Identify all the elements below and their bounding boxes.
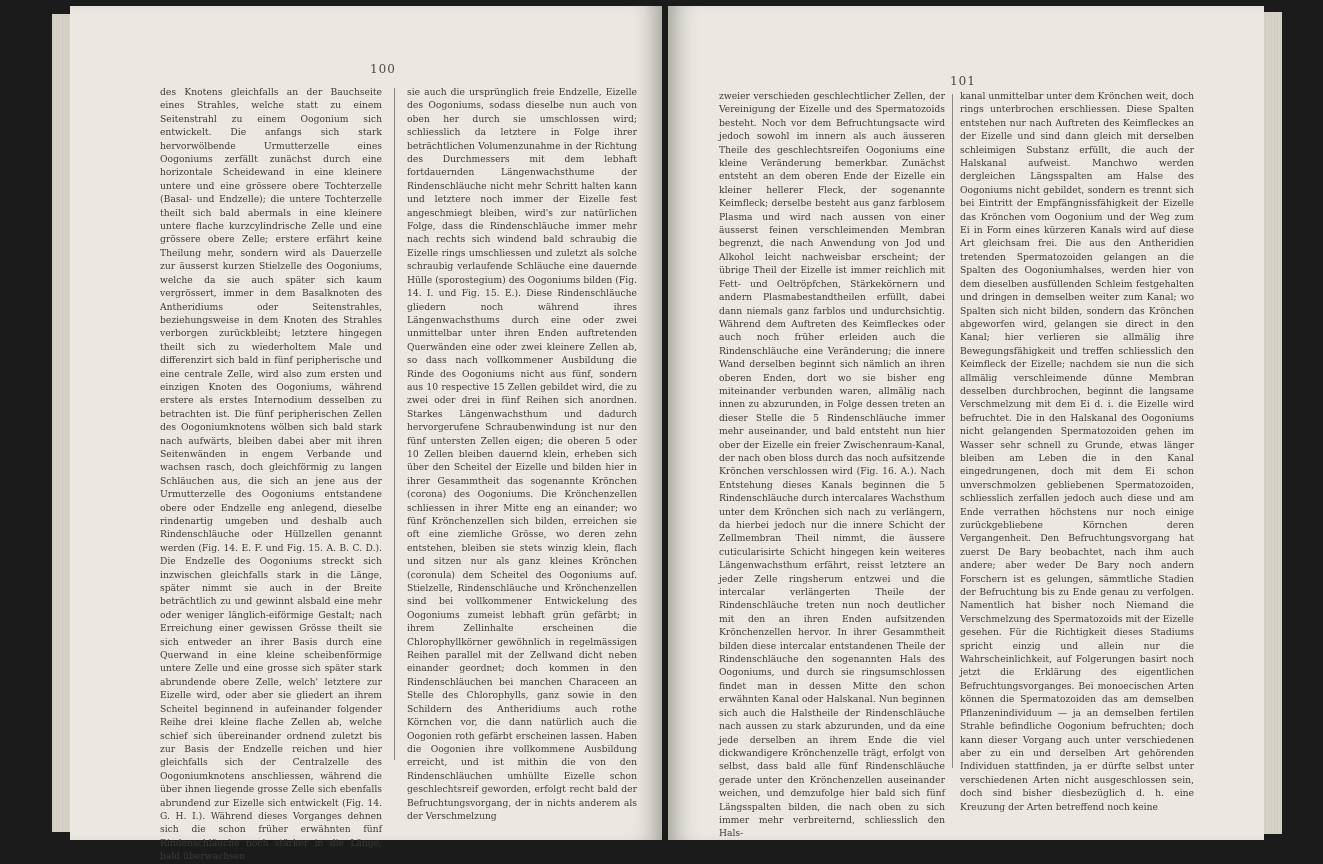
right-page-column-1: zweier verschieden geschlechtlicher Zellen, der Vereinigung der Eizelle und des Spermatozoids besteht. Noch vor dem Befruchtungsacte wird jedoch sowohl im innern als auch äusseren Theile des geschlechtsreifen Oogoniums eine kleine Veränderung bemerkbar. Zunächst entsteht an dem oberen Ende der Eizelle ein kleiner hellerer Fleck, der sogenannte Keimfleck; derselbe besteht aus ganz farblosem Plasma und wird nach aussen von einer äusserst feinen verschleimenden Membran begrenzt, die nach Anwendung von Jod und Alkohol leicht nachweisbar erscheint; der übrige Theil der Eizelle ist immer reichlich mit Fett- und Oeltröpfchen, Stärkekörnern und andern Plasmabestandtheilen erfüllt, dabei dann niemals ganz farblos und undurchsichtig. Während dem Auftreten des Keimfleckes oder auch noch früher erleiden auch die Rindenschläuche eine Veränderung; die innere Wand derselben beginnt sich nämlich an ihren oberen Enden, dort wo sie bisher eng miteinander verbunden waren, allmälig nach innen zu abzurunden, in Folge dessen treten an dieser Stelle die 5 Rindenschläuche immer mehr auseinander, und bald entsteht nun hier ober der Eizelle ein freier Zwischenraum-Kanal, der nach oben bloss durch das noch aufsitzende Krönchen verschlossen wird (Fig. 16. A.). Nach Entstehung dieses Kanals beginnen die 5 Rindenschläuche durch intercalares Wachsthum unter dem Krönchen sich nach zu verlängern, da hierbei jedoch nur die innere Schicht der Zellmembran Theil nimmt, die äussere cuticularisirte Schicht hingegen kein weiteres Längenwachsthum erfährt, reisst letztere an jeder Zelle ringsherum entzwei und die intercalar verlängerten Theile der Rindenschläuche treten nun noch deutlicher mit den an ihren Enden aufsitzenden Krönchenzellen hervor. In ihrer Gesammtheit bilden diese intercalar entstandenen Theile der Rindenschläuche den sogenannten Hals des Oogoniums, und durch sie ringsumschlossen findet man in dessen Mitte den schon erwähnten Kanal oder Halskanal. Nun beginnen sich auch die Halstheile der Rindenschläuche nach aussen zu stark abzurunden, und da eine jede derselben an ihrem Ende die viel dickwandigere Krönchenzelle trägt, erfolgt von selbst, dass bald alle fünf Rindenschläuche gerade unter den Krönchenzellen auseinander weichen, und demzufolge hier bald sich fünf Längsspalten bilden, die nach oben zu sich immer mehr verbreiternd, schliesslich den Hals-	[719, 91, 945, 840]
column-divider	[394, 88, 395, 760]
page-number-left: 100	[370, 62, 396, 76]
right-page-column-2: kanal unmittelbar unter dem Krönchen weit, doch rings unterbrochen erschliessen. Diese Spalten entstehen nur nach Auftreten des Keimfleckes an der Eizelle und sind dann gleich mit derselben schleimigen Substanz erfüllt, die auch der Halskanal aufweist. Manchwo werden dergleichen Längsspalten am Halse des Oogoniums nicht gebildet, sondern es trennt sich bei Eintritt der Empfängnissfähigkeit der Eizelle das Krönchen vom Oogonium und der Weg zum Ei in Form eines kürzeren Kanals wird auf diese Art gleichsam frei. Die aus den Antheridien tretenden Spermatozoiden gelangen an die Spalten des Oogoniumhalses, werden hier von dem dieselben ausfüllenden Schleim festgehalten und dringen in demselben weiter zum Kanal; wo Spalten sich nicht bilden, sondern das Krönchen abgeworfen wird, gelangen sie direct in den Kanal; hier verlieren sie allmälig ihre Bewegungsfähigkeit und treffen schliesslich den Keimfleck der Eizelle; nachdem sie nun die sich allmälig verschleimende dünne Membran desselben durchbrochen, beginnt die langsame Verschmelzung mit dem Ei d. i. die Eizelle wird befruchtet. Die in den Halskanal des Oogoniums nicht gelangenden Spermatozoiden gehen im Wasser sehr schnell zu Grunde, etwas länger bleiben am Leben die in den Kanal eingedrungenen, doch mit dem Ei schon unverschmolzen gebliebenen Spermatozoiden, schliesslich zerfallen jedoch auch diese und am Ende verrathen höchstens nur noch einige zurückgebliebene Körnchen deren Vergangenheit. Den Befruchtungsvorgang hat zuerst De Bary beobachtet, nach ihm auch andere; aber weder De Bary noch andern Forschern ist es gelungen, sämmtliche Stadien der Befruchtung bis zu Ende genau zu verfolgen. Namentlich hat bisher noch Niemand die Verschmelzung des Spermatozoids mit der Eizelle gesehen. Für die Richtigkeit dieses Stadiums spricht einzig und allein nur die Wahrscheinlichkeit, auf Folgerungen basirt noch jetzt die Erklärung des eigentlichen Befruchtungsvorganges. Bei monoecischen Arten können die Spermatozoiden das am demselben Pflanzenindividuum — ja an demselben fertilen Strahle befindliche Oogonium befruchten; doch kann dieser Vorgang auch unter verschiedenen aber zu ein und derselben Art gehörenden Individuen stattfinden, ja er dürfte selbst unter verschiedenen Arten nicht ausgeschlossen sein, doch sind bisher diesbezüglich d. h. eine Kreuzung der Arten betreffend noch keine	[960, 91, 1194, 813]
left-page-column-1: des Knotens gleichfalls an der Bauchseite eines Strahles, welche statt zu einem Seitenstrahl zu einem Oogonium sich entwickelt. Die anfangs sich stark hervorwölbende Urmutterzelle eines Oogoniums zerfällt zunächst durch eine horizontale Scheidewand in eine kleinere untere und eine grössere obere Tochterzelle (Basal- und Endzelle); die untere Tochterzelle theilt sich bald abermals in eine kleinere untere flache kurzcylindrische Zelle und eine grössere obere Zelle; erstere erfährt keine Theilung mehr, sondern wird als Dauerzelle zur äusserst kurzen Stielzelle des Oogoniums, welche da sie auch später sich kaum vergrössert, immer in dem Basalknoten des Antheridiums oder Seitenstrahles, beziehungsweise in dem Knoten des Strahles verborgen zurückbleibt; letztere hingegen theilt sich zu wiederholtem Male und differenzirt sich bald in fünf peripherische und eine centrale Zelle, wird also zum ersten und einzigen Knoten des Oogoniums, während erstere als erstes Internodium desselben zu betrachten ist. Die fünf peripherischen Zellen des Oogoniumknotens wölben sich bald stark nach aufwärts, bleiben dabei aber mit ihren Seitenwänden in engem Verbande und wachsen rasch, doch gleichförmig zu langen Schläuchen aus, die sich an jene aus der Urmutterzelle des Oogoniums entstandene obere oder Endzelle eng anlegend, dieselbe rindenartig umgeben und deshalb auch Rindenschläuche oder Hüllzellen genannt werden (Fig. 14. E. F. und Fig. 15. A. B. C. D.). Die Endzelle des Oogoniums streckt sich inzwischen gleichfalls stark in die Länge, später nimmt sie auch in der Breite beträchtlich zu und gewinnt alsbald eine mehr oder weniger länglich-eiförmige Gestalt; nach Erreichung einer gewissen Grösse theilt sie sich entweder an ihrer Basis durch eine Querwand in eine kleine scheibenförmige untere Zelle und eine grosse sich später stark abrundende obere Zelle, welch' letztere zur Eizelle wird, oder aber sie gliedert an ihrem Scheitel beginnend in aufeinander folgender Reihe drei kleine flache Zellen ab, welche schief sich übereinander ordnend zuletzt bis zur Basis der Endzelle reichen und hier gleichfalls sich der Centralzelle des Oogoniumknotens anschliessen, während die über ihnen liegende grosse Zelle sich ebenfalls abrundend zur Eizelle sich entwickelt (Fig. 14. G. H. I.). Während dieses Vorganges dehnen sich die schon früher erwähnten fünf Rindenschläuche noch stärker in die Länge, bald überwachsen	[160, 87, 382, 863]
right-page-edges	[1264, 12, 1282, 834]
left-page-edges	[52, 14, 70, 832]
left-page	[70, 6, 662, 863]
column-divider	[952, 94, 953, 768]
right-page	[668, 6, 1264, 840]
page-number-right: 101	[950, 74, 976, 88]
left-page-column-2: sie auch die ursprünglich freie Endzelle, Eizelle des Oogoniums, sodass dieselbe nun auch von oben her durch sie umschlossen wird; schliesslich da letztere in Folge ihrer beträchtlichen Volumenzunahme in der Richtung des Durchmessers mit dem lebhaft fortdauernden Längenwachsthume der Rindenschläuche nicht mehr Schritt halten kann und letztere noch immer der Eizelle fest angeschmiegt bleiben, wird's zur natürlichen Folge, dass die Rindenschläuche immer mehr nach rechts sich windend bald schraubig die Eizelle rings umschliessen und zuletzt als solche schraubig verlaufende Schläuche eine dauernde Hülle (sporostegium) des Oogoniums bilden (Fig. 14. I. und Fig. 15. E.). Diese Rindenschläuche gliedern noch während ihres Längenwachsthums durch eine oder zwei unmittelbar unter ihren Enden auftretenden Querwänden eine oder zwei kleinere Zellen ab, so dass nach vollkommener Ausbildung die Rinde des Oogoniums nicht aus fünf, sondern aus 10 respective 15 Zellen gebildet wird, die zu zwei oder drei in fünf Reihen sich anordnen. Starkes Längenwachsthum und dadurch hervorgerufene Schraubenwindung ist nur den fünf untersten Zellen eigen; die oberen 5 oder 10 Zellen bleiben dauernd klein, erheben sich über den Scheitel der Eizelle und bilden hier in ihrer Gesammtheit das sogenannte Krönchen (corona) des Oogoniums. Die Krönchenzellen schliessen in ihrer Mitte eng an einander; wo fünf Krönchenzellen sich bilden, erreichen sie oft eine ziemliche Grösse, wo deren zehn entstehen, bleiben sie stets winzig klein, flach und sitzen nur als ganz kleines Krönchen (coronula) dem Scheitel des Oogoniums auf. Stielzelle, Rindenschläuche und Krönchenzellen sind bei vollkommener Entwickelung des Oogoniums zumeist lebhaft grün gefärbt; in ihrem Zellinhalte erscheinen die Chlorophyllkörner gewöhnlich in regelmässigen Reihen parallel mit der Zellwand dicht neben einander geordnet; doch kommen in den Rindenschläuchen bei manchen Characeen an Stelle des Chlorophylls, ganz sowie in den Schildern des Antheridiums auch rothe Körnchen vor, die dann natürlich auch die Oogonien roth gefärbt erscheinen lassen. Haben die Oogonien ihre vollkommene Ausbildung erreicht, und ist mithin die von den Rindenschläuchen umhüllte Eizelle schon geschlechtsreif geworden, erfolgt recht bald der Befruchtungsvorgang, der in nichts anderem als der Verschmelzung	[407, 87, 637, 822]
